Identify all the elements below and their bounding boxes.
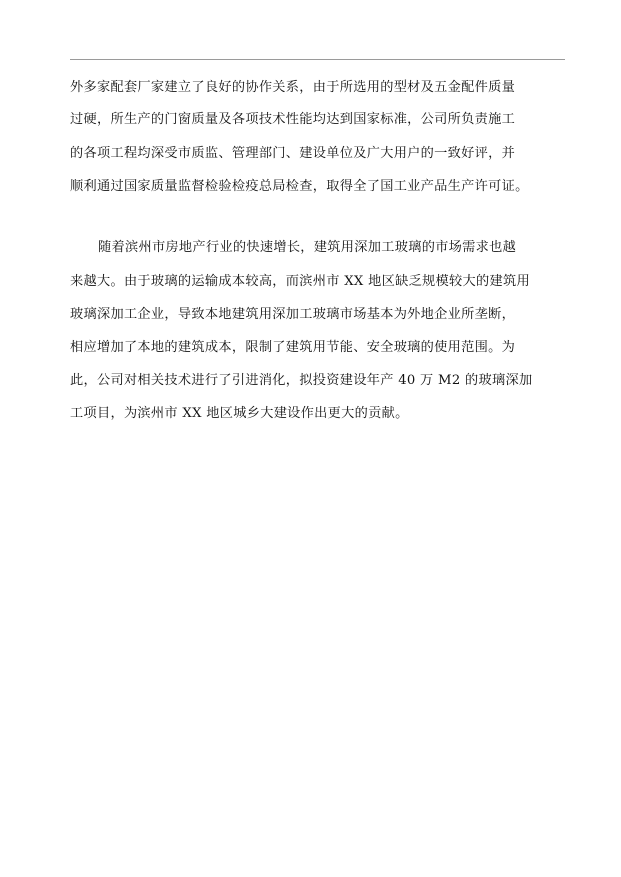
paragraph-line: 此，公司对相关技术进行了引进消化，拟投资建设年产 40 万 M2 的玻璃深加 — [70, 373, 533, 388]
paragraph-line: 的各项工程均深受市质监、管理部门、建设单位及广大用户的一致好评，并 — [70, 146, 516, 161]
paragraph-line: 外多家配套厂家建立了良好的协作关系，由于所选用的型材及五金配件质量 — [70, 80, 516, 95]
paragraph-line: 随着滨州市房地产行业的快速增长，建筑用深加工玻璃的市场需求也越 — [98, 240, 517, 255]
paragraph-line: 工项目，为滨州市 XX 地区城乡大建设作出更大的贡献。 — [70, 406, 409, 421]
paragraph-line: 来越大。由于玻璃的运输成本较高，而滨州市 XX 地区缺乏规模较大的建筑用 — [70, 274, 530, 289]
paragraph-line: 过硬，所生产的门窗质量及各项技术性能均达到国家标准，公司所负责施工 — [70, 112, 516, 127]
header-rule — [70, 59, 565, 60]
paragraph-line: 顺利通过国家质量监督检验检疫总局检查，取得全了国工业产品生产许可证。 — [70, 179, 529, 194]
paragraph-line: 玻璃深加工企业，导致本地建筑用深加工玻璃市场基本为外地企业所垄断， — [70, 307, 516, 322]
paragraph-line: 相应增加了本地的建筑成本，限制了建筑用节能、安全玻璃的使用范围。为 — [70, 340, 516, 355]
